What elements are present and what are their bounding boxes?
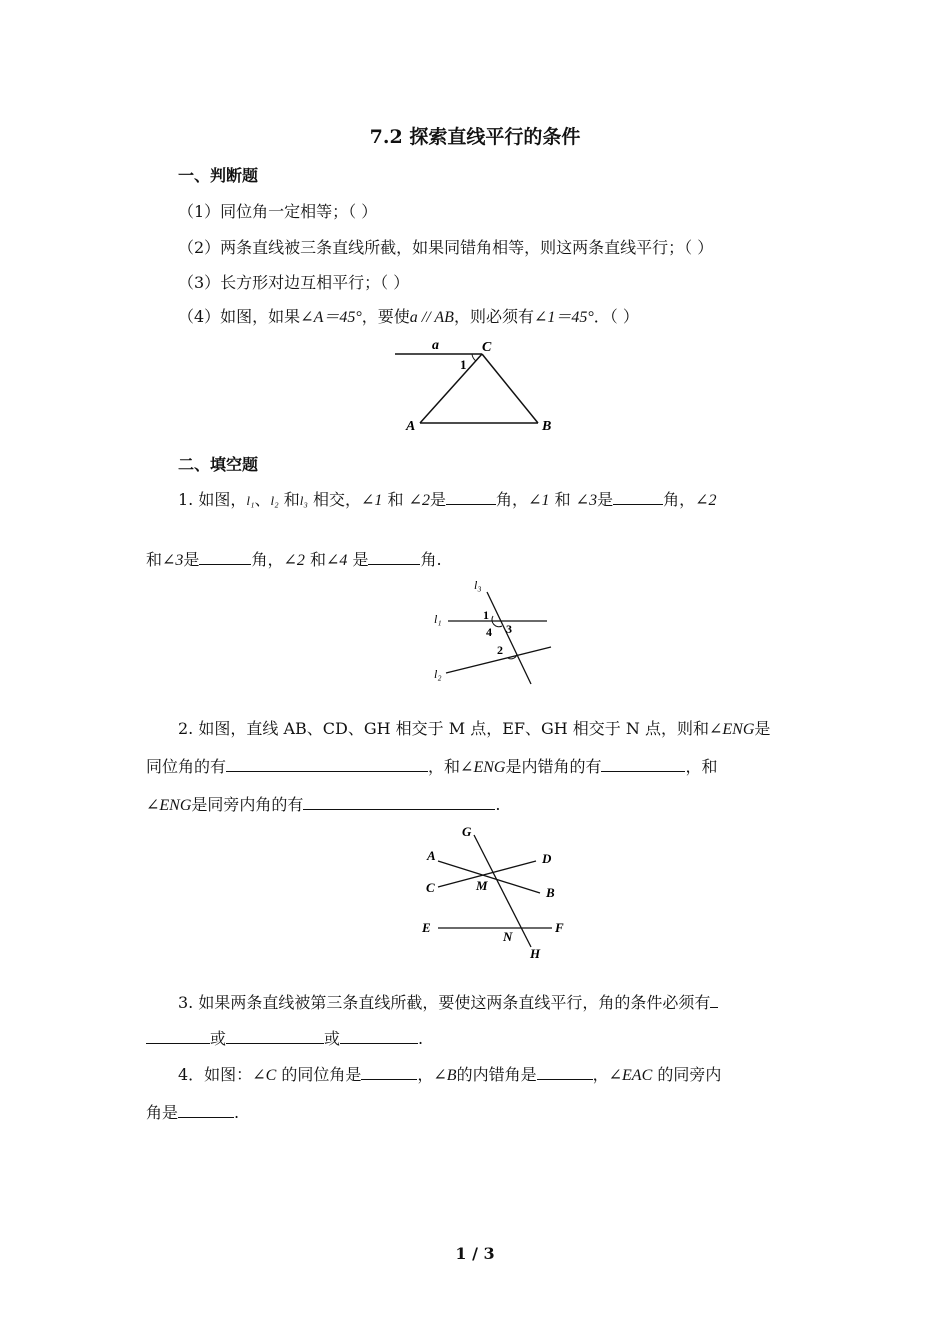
- fq2-eng2: ∠ENG: [460, 759, 506, 776]
- fq1-shi3: 是: [183, 550, 200, 569]
- fq3-p1: 3. 如果两条直线被第三条直线所截，要使这两条直线平行，角的条件必须有: [178, 993, 711, 1012]
- blank-3[interactable]: [199, 548, 251, 565]
- fq1-a1: ∠1: [361, 492, 383, 509]
- fq1-a2: ∠2: [408, 492, 431, 509]
- judge-question-4: [178, 304, 639, 327]
- fq2-end: .: [495, 795, 501, 814]
- fq1-a3: ∠3: [575, 492, 598, 509]
- blank-8a[interactable]: [710, 991, 718, 1008]
- fq4-b: ∠B: [433, 1067, 457, 1084]
- label-angle-4: 4: [486, 625, 492, 639]
- fq1-shi2: 是: [597, 490, 614, 509]
- fq2-eng3: ∠ENG: [146, 797, 192, 814]
- fq1-he2: 和: [387, 490, 404, 509]
- label-c: C: [482, 340, 492, 355]
- label-M: M: [476, 878, 488, 893]
- fill-question-1: [178, 487, 717, 510]
- label-N: N: [503, 929, 513, 944]
- blank-8[interactable]: [146, 1027, 210, 1044]
- label-B: B: [546, 885, 555, 900]
- fq1-a3b: ∠3: [162, 552, 184, 569]
- judge-question-1: （1）同位角一定相等；（ ）: [178, 202, 378, 221]
- judge-question-2: （2）两条直线被三条直线所截，如果同错角相等，则这两条直线平行；（ ）: [178, 238, 714, 257]
- label-A: A: [427, 848, 436, 863]
- label-angle-2: 2: [497, 643, 503, 657]
- fq1-he: 和: [283, 490, 300, 509]
- fq1-a2c: ∠2: [283, 552, 305, 569]
- fq2-p1: 2. 如图，直线 AB、CD、GH 相交于 M 点，EF、GH 相交于 N 点，则和: [178, 719, 709, 738]
- blank-6[interactable]: [601, 755, 685, 772]
- label-a: a: [432, 338, 439, 353]
- label-angle-1: 1: [483, 608, 489, 622]
- fill-question-3: [178, 990, 718, 1013]
- fq4-p2: 的同位角是: [281, 1065, 362, 1084]
- label-C: C: [426, 880, 435, 895]
- label-B: B: [542, 419, 552, 434]
- fill-question-2-line3: [146, 792, 501, 815]
- label-l2: l₂: [434, 667, 442, 681]
- fq1-sep: 、: [254, 490, 271, 509]
- fq4-p3: 的内错角是: [456, 1065, 537, 1084]
- fq1-a2b: ∠2: [695, 492, 717, 509]
- page-title: 7.2 探索直线平行的条件: [369, 126, 581, 148]
- fill-question-2-line2: [146, 754, 717, 777]
- label-D: D: [542, 851, 552, 866]
- section-heading-judge: 一、判断题: [178, 166, 259, 185]
- section-heading-fill: 二、填空题: [178, 455, 259, 474]
- fq1-jiao3: 角，: [251, 550, 284, 569]
- fq3-huo2: 或: [324, 1029, 341, 1048]
- fq4-p1: 4．如图：: [178, 1065, 253, 1084]
- blank-10[interactable]: [340, 1027, 418, 1044]
- fq2-l3a: 是同旁内角的有: [191, 795, 304, 814]
- fq3-huo1: 或: [210, 1029, 227, 1048]
- blank-12[interactable]: [537, 1063, 593, 1080]
- label-H: H: [530, 946, 541, 961]
- blank-2[interactable]: [613, 488, 663, 505]
- line-l3: [487, 592, 531, 684]
- label-angle-3: 3: [506, 622, 512, 636]
- label-l3: l₃: [474, 578, 482, 592]
- blank-13[interactable]: [178, 1101, 234, 1118]
- label-l1: l₁: [434, 612, 442, 626]
- side-cb: [482, 354, 538, 423]
- fq1-l1: l₁: [246, 493, 255, 508]
- q4-angle-1: ∠1＝45°: [533, 309, 594, 326]
- fq1-he4: 和: [309, 550, 326, 569]
- q4-parallel: a // AB: [409, 309, 454, 326]
- label-F: F: [555, 920, 564, 935]
- fq4-p5: 角是: [146, 1103, 179, 1122]
- fq4-sep2: ，: [592, 1065, 609, 1084]
- blank-9[interactable]: [226, 1027, 324, 1044]
- page-number: 1 / 3: [455, 1244, 495, 1263]
- fq2-l2c: 是内错角的有: [505, 757, 602, 776]
- blank-11[interactable]: [361, 1063, 417, 1080]
- fq4-p4: 的同旁内: [657, 1065, 722, 1084]
- fq3-end: .: [418, 1029, 424, 1048]
- fq1-line2-he: 和: [146, 550, 163, 569]
- side-ca: [420, 354, 482, 423]
- blank-7[interactable]: [303, 793, 495, 810]
- fq1-p2: 相交，: [313, 490, 362, 509]
- q4-mid: ，要使: [361, 307, 410, 326]
- fq1-jiao4: 角.: [420, 550, 442, 569]
- judge-question-3: （3）长方形对边互相平行；（ ）: [178, 273, 410, 292]
- fill-question-3-line2: [146, 1026, 423, 1049]
- fq2-p2: 是: [754, 719, 771, 738]
- q4-mid2: ，则必须有: [453, 307, 534, 326]
- label-angle-1: 1: [460, 357, 467, 372]
- blank-5[interactable]: [226, 755, 428, 772]
- fill-question-4-line2: [146, 1100, 239, 1123]
- fq1-a1b: ∠1: [528, 492, 550, 509]
- fq1-a4: ∠4: [325, 552, 348, 569]
- intersecting-lines-figure: [418, 823, 578, 963]
- transversal-figure: [430, 578, 560, 688]
- fq1-p1: 1. 如图，: [178, 490, 247, 509]
- fill-question-2: [178, 716, 770, 739]
- blank-4[interactable]: [368, 548, 420, 565]
- label-E: E: [422, 920, 431, 935]
- fq1-he3: 和: [554, 490, 571, 509]
- q4-angle-a: ∠A＝45°: [300, 309, 362, 326]
- fill-question-4: [178, 1062, 721, 1085]
- fq4-end: .: [234, 1103, 240, 1122]
- fill-question-1-line2: [146, 547, 442, 570]
- fq1-jiao: 角，: [496, 490, 529, 509]
- fq4-sep1: ，: [417, 1065, 434, 1084]
- q4-prefix: （4）如图，如果: [178, 307, 301, 326]
- fq2-l2a: 同位角的有: [146, 757, 227, 776]
- label-A: A: [406, 419, 416, 434]
- fq1-shi4: 是: [352, 550, 369, 569]
- fq1-l3: l₃: [299, 493, 308, 508]
- fq1-l2: l₂: [270, 493, 279, 508]
- fq2-l2b: ，和: [428, 757, 461, 776]
- fq2-eng: ∠ENG: [708, 721, 755, 738]
- label-G: G: [462, 824, 472, 839]
- fq4-c: ∠C: [252, 1067, 277, 1084]
- q4-suffix: ．（ ）: [593, 307, 639, 326]
- blank-1[interactable]: [446, 488, 496, 505]
- fq1-shi: 是: [430, 490, 447, 509]
- angle-1-arc: [472, 354, 476, 361]
- fq4-eac: ∠EAC: [608, 1067, 653, 1084]
- triangle-figure: [390, 336, 565, 436]
- fq2-l2d: ，和: [685, 757, 718, 776]
- fq1-jiao2: 角，: [663, 490, 696, 509]
